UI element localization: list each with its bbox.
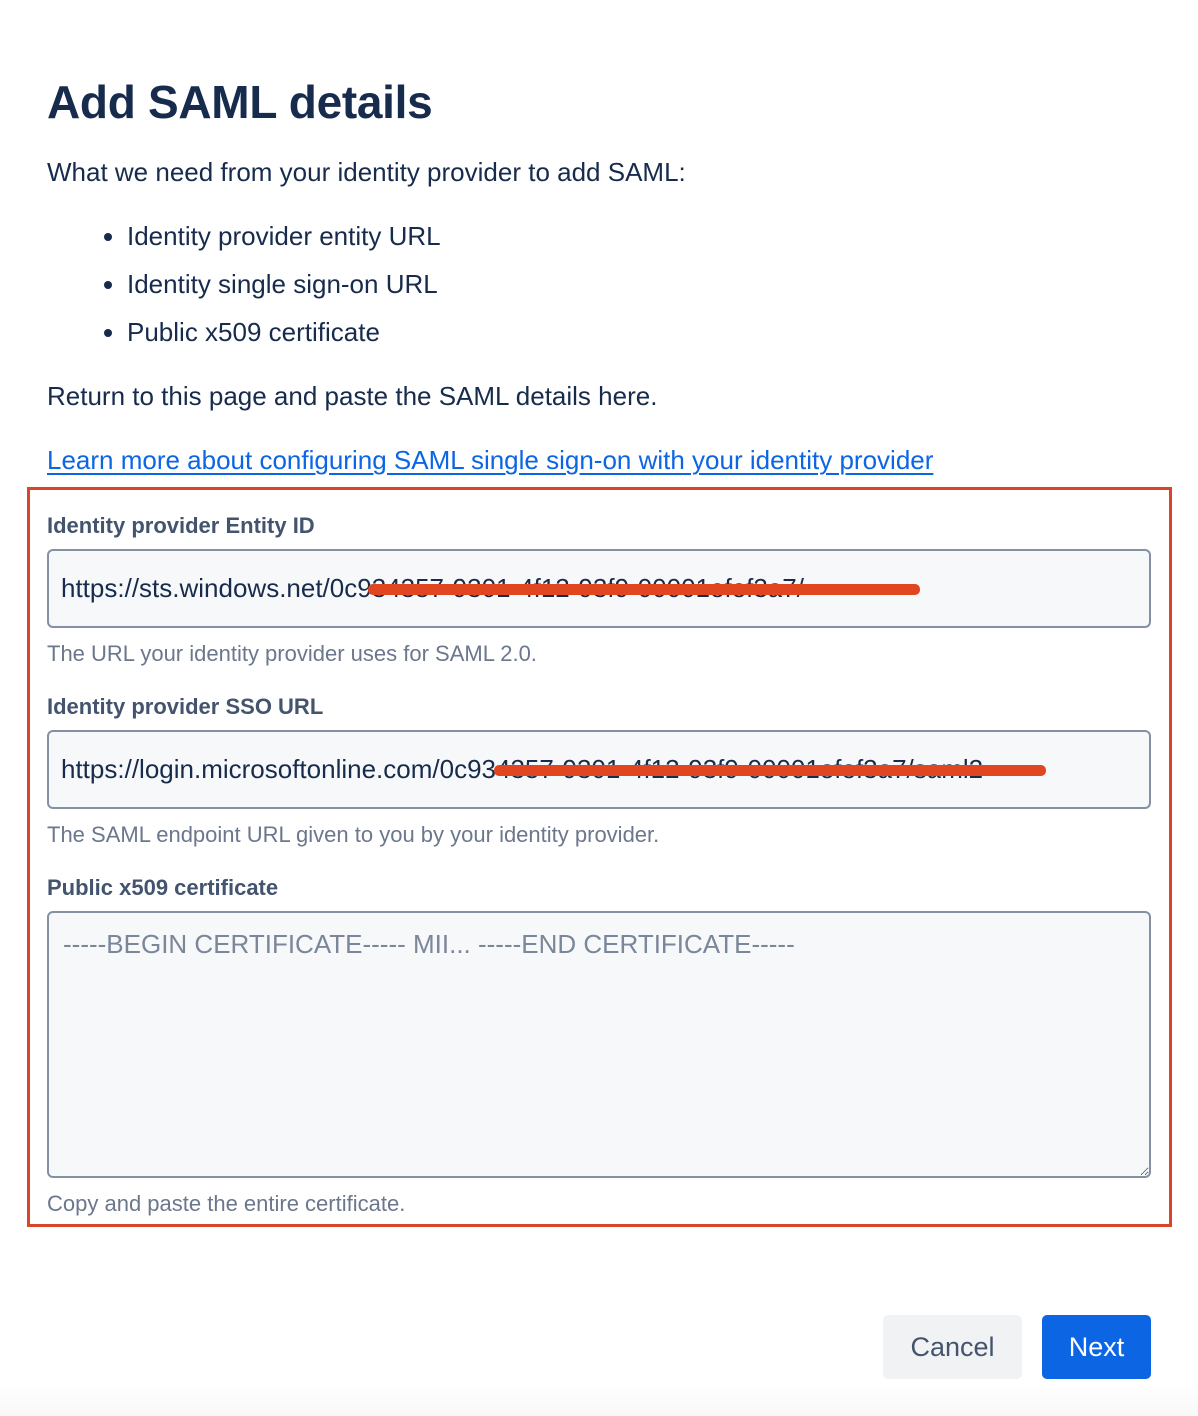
next-button[interactable]: Next [1042, 1315, 1151, 1379]
cancel-button[interactable]: Cancel [883, 1315, 1022, 1379]
entity-id-label: Identity provider Entity ID [47, 513, 315, 538]
requirement-item-certificate: Public x509 certificate [47, 316, 441, 364]
intro-text: What we need from your identity provider to add SAML: [47, 157, 686, 187]
sso-url-input[interactable] [47, 730, 1151, 809]
requirements-list [47, 220, 441, 364]
sso-url-helper: The SAML endpoint URL given to you by your identity provider. [47, 822, 660, 847]
page-title: Add SAML details [47, 76, 433, 128]
certificate-helper: Copy and paste the entire certificate. [47, 1191, 406, 1216]
requirement-item-entity-url: Identity provider entity URL [47, 220, 441, 268]
certificate-textarea[interactable] [47, 911, 1151, 1178]
learn-more-link[interactable]: Learn more about configuring SAML single sign-on with your identity provider [47, 445, 934, 475]
sso-url-label: Identity provider SSO URL [47, 694, 324, 719]
entity-id-input[interactable] [47, 549, 1151, 628]
bottom-edge [0, 1386, 1198, 1416]
return-instruction: Return to this page and paste the SAML details here. [47, 381, 658, 411]
certificate-label: Public x509 certificate [47, 875, 279, 900]
entity-id-helper: The URL your identity provider uses for SAML 2.0. [47, 641, 537, 666]
requirement-item-sso-url: Identity single sign-on URL [47, 268, 441, 316]
